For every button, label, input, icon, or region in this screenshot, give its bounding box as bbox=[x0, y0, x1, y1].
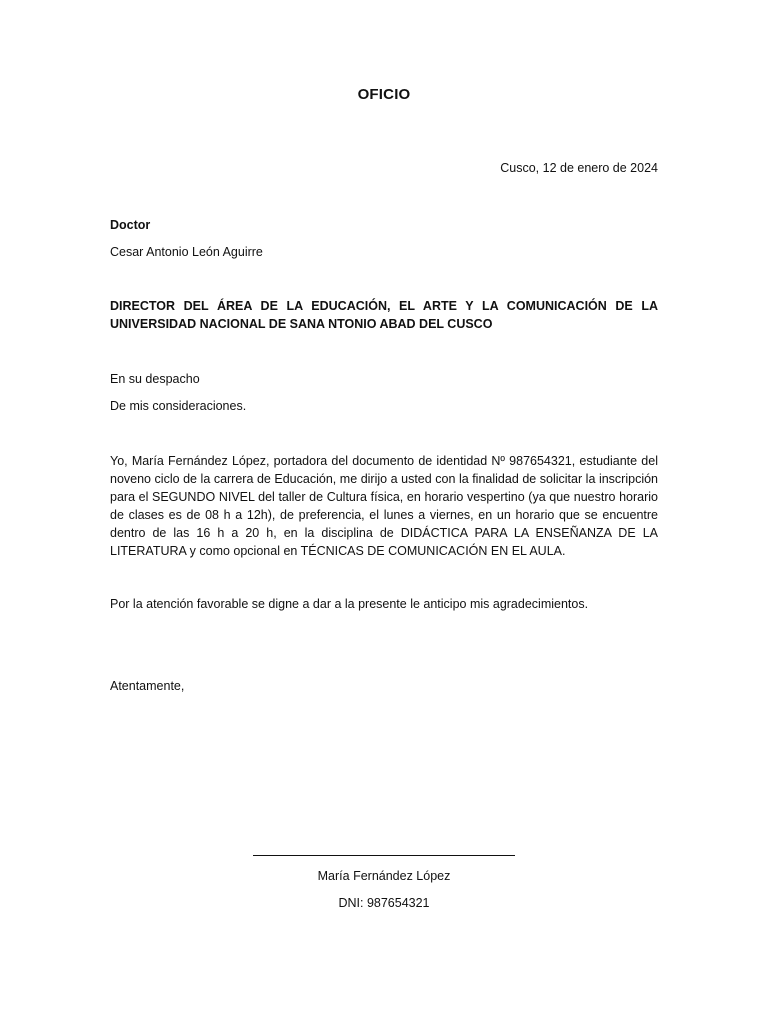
closing: Atentamente, bbox=[110, 679, 185, 693]
recipient-position: DIRECTOR DEL ÁREA DE LA EDUCACIÓN, EL ARTE Y LA COMUNICACIÓN DE LA UNIVERSIDAD NACIONAL DE SANA NTONIO ABAD DEL CUSCO bbox=[110, 299, 658, 331]
location-line: En su despacho bbox=[110, 372, 200, 386]
signature-line bbox=[253, 855, 515, 856]
recipient-name: Cesar Antonio León Aguirre bbox=[110, 245, 263, 259]
body-paragraph: Yo, María Fernández López, portadora del documento de identidad Nº 987654321, estudiante del noveno ciclo de la carrera de Educación, me dirijo a usted con la finalidad de solicitar la inscripción para el SEGUNDO NIVEL del taller de Cultura física, en horario vespertino (ya que nuestro horario de clases es de 08 h a 12h), de preferencia, el lunes a viernes, en un horario que se encuentre dentro de las 16 h a 20 h, en la disciplina de DIDÁCTICA PARA LA ENSEÑANZA DE LA LITERATURA y como opcional en TÉCNICAS DE COMUNICACIÓN EN EL AULA. bbox=[110, 454, 658, 558]
closing-paragraph: Por la atención favorable se digne a dar a la presente le anticipo mis agradecimientos. bbox=[110, 597, 589, 611]
document-title: OFICIO bbox=[357, 86, 411, 103]
salutation: Doctor bbox=[110, 218, 151, 232]
signature-id: DNI: 987654321 bbox=[338, 896, 430, 910]
signature-name: María Fernández López bbox=[317, 869, 451, 883]
letter-date: Cusco, 12 de enero de 2024 bbox=[500, 161, 658, 175]
greeting: De mis consideraciones. bbox=[110, 399, 247, 413]
